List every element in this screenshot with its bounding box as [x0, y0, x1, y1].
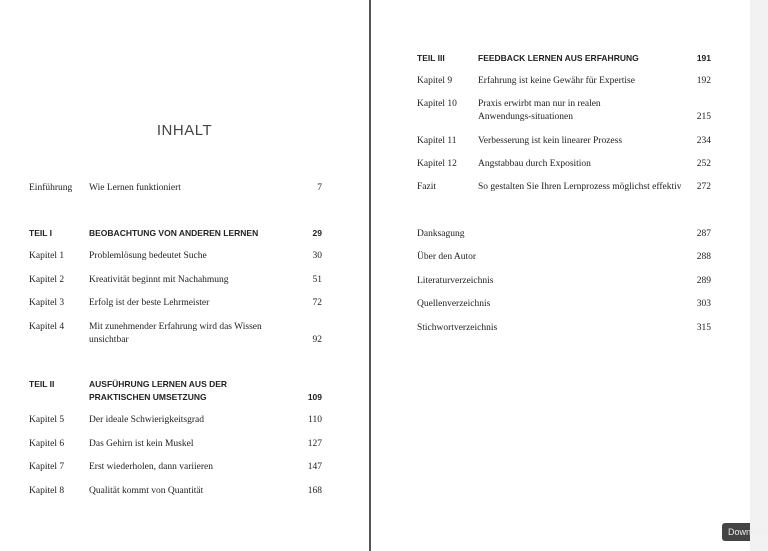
entry-label: Kapitel 6 [29, 439, 65, 449]
entry-page: 252 [696, 159, 711, 169]
entry-page: 30 [312, 251, 322, 261]
part-page: 29 [312, 228, 322, 238]
entry-label: Kapitel 5 [29, 415, 65, 425]
part-label: TEIL II [29, 379, 55, 389]
download-button[interactable]: Download [722, 523, 750, 541]
entry-title: Qualität kommt von Quantität [89, 486, 204, 496]
right-page [371, 0, 750, 551]
entry-title: Kreativität beginnt mit Nachahmung [89, 275, 229, 285]
entry-page: 147 [307, 462, 322, 472]
entry-title: Angstabbau durch Exposition [478, 159, 591, 169]
entry-label: Fazit [417, 182, 436, 192]
entry-title: Das Gehirn ist kein Muskel [89, 439, 194, 449]
entry-title: Erfahrung ist keine Gewähr für Expertise [478, 76, 635, 86]
entry-page: 110 [308, 415, 322, 425]
entry-page: 234 [696, 136, 711, 146]
toc-entry-chapter-10[interactable] [417, 98, 711, 124]
left-page [0, 0, 369, 551]
entry-page: 315 [696, 323, 711, 333]
entry-title: Praxis erwirbt man nur in realen Anwendungs-situationen [478, 99, 601, 122]
entry-title: Erfolg ist der beste Lehrmeister [89, 298, 210, 308]
entry-label: Kapitel 4 [29, 322, 65, 332]
entry-page: 92 [312, 335, 322, 345]
toc-heading: INHALT [156, 122, 213, 139]
entry-title: Der ideale Schwierigkeitsgrad [89, 415, 205, 425]
entry-title: Mit zunehmender Erfahrung wird das Wissen unsichtbar [89, 322, 262, 345]
entry-label: Kapitel 12 [417, 159, 457, 169]
entry-page: 127 [307, 439, 322, 449]
entry-page: 215 [696, 112, 711, 122]
entry-label: Kapitel 9 [417, 76, 453, 86]
entry-page: 303 [696, 299, 711, 309]
entry-page: 168 [307, 486, 322, 496]
entry-label: Kapitel 3 [29, 298, 65, 308]
entry-page: 51 [312, 275, 322, 285]
entry-title: Problemlösung bedeutet Suche [89, 251, 207, 261]
entry-title: Erst wiederholen, dann variieren [89, 462, 213, 472]
entry-label: Kapitel 10 [417, 99, 457, 109]
part-title: BEOBACHTUNG VON ANDEREN LERNEN [89, 228, 259, 238]
entry-title: Über den Autor [417, 252, 477, 262]
entry-page: 72 [312, 298, 322, 308]
part-label: TEIL III [417, 53, 445, 63]
entry-title: Quellenverzeichnis [417, 299, 491, 309]
entry-label: Kapitel 2 [29, 275, 65, 285]
entry-page: 287 [696, 229, 711, 239]
part-label: TEIL I [29, 228, 52, 238]
part-title: AUSFÜHRUNG LERNEN AUS DER PRAKTISCHEN UMSETZUNG [89, 379, 228, 402]
entry-title: Verbesserung ist kein linearer Prozess [478, 136, 623, 146]
entry-title: So gestalten Sie Ihren Lernprozess möglichst effektiv [478, 182, 682, 192]
entry-title: Stichwortverzeichnis [417, 323, 498, 333]
part-title: FEEDBACK LERNEN AUS ERFAHRUNG [478, 53, 639, 63]
part-page: 109 [307, 392, 322, 402]
entry-page: 289 [696, 276, 711, 286]
entry-page: 288 [696, 252, 711, 262]
toc-entry-chapter-4[interactable] [29, 321, 322, 347]
entry-label: Einführung [29, 183, 73, 193]
entry-title: Literaturverzeichnis [417, 276, 494, 286]
entry-label: Kapitel 1 [29, 251, 65, 261]
entry-label: Kapitel 7 [29, 462, 65, 472]
entry-label: Kapitel 8 [29, 486, 65, 496]
entry-label: Kapitel 11 [417, 136, 457, 146]
entry-title: Wie Lernen funktioniert [89, 183, 181, 193]
entry-page: 192 [696, 76, 711, 86]
entry-title: Danksagung [417, 229, 465, 239]
part-page: 191 [696, 53, 711, 63]
entry-page: 272 [696, 182, 711, 192]
entry-page: 7 [317, 183, 322, 193]
toc-part-2[interactable] [29, 378, 322, 404]
